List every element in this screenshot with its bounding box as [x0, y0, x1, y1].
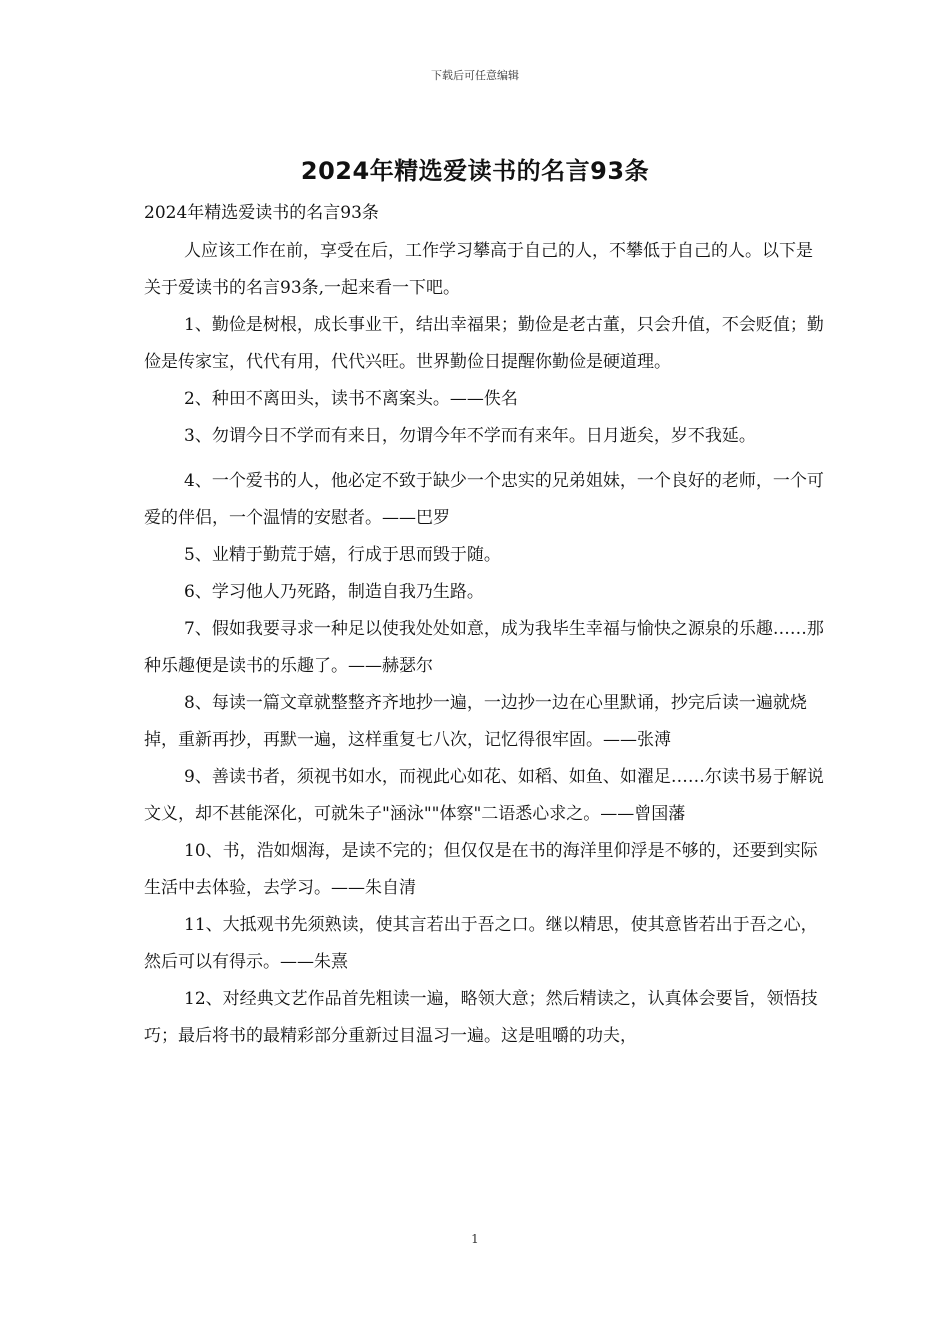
intro-paragraph: 人应该工作在前，享受在后，工作学习攀高于自己的人，不攀低于自己的人。以下是关于爱读书的名言93条,一起来看一下吧。: [144, 241, 813, 298]
page-header: 下载后可任意编辑: [431, 69, 519, 82]
quote-1: 1、勤俭是树根，成长事业干，结出幸福果；勤俭是老古董，只会升值，不会贬值；勤俭是传家宝，代代有用，代代兴旺。世界勤俭日提醒你勤俭是硬道理。: [144, 315, 824, 372]
paragraph-gap: [144, 455, 824, 463]
quote-10: 10、书，浩如烟海，是读不完的；但仅仅是在书的海洋里仰浮是不够的，还要到实际生活中去体验，去学习。——朱自清: [144, 841, 818, 898]
quote-3: 3、勿谓今日不学而有来日，勿谓今年不学而有来年。日月逝矣，岁不我延。: [184, 426, 756, 446]
quote-11: 11、大抵观书先须熟读，使其言若出于吾之口。继以精思，使其意皆若出于吾之心，然后可以有得示。——朱熹: [144, 915, 818, 972]
quote-4: 4、一个爱书的人，他必定不致于缺少一个忠实的兄弟姐妹，一个良好的老师，一个可爱的伴侣，一个温情的安慰者。——巴罗: [144, 471, 824, 528]
quote-6: 6、学习他人乃死路，制造自我乃生路。: [184, 582, 484, 602]
document-subtitle: 2024年精选爱读书的名言93条: [144, 203, 379, 223]
quote-9: 9、善读书者，须视书如水，而视此心如花、如稻、如鱼、如濯足……尔读书易于解说文义，却不甚能深化，可就朱子"涵泳""体察"二语悉心求之。——曾国藩: [144, 767, 824, 824]
document-title: 2024年精选爱读书的名言93条: [300, 157, 650, 185]
quote-12: 12、对经典文艺作品首先粗读一遍，略领大意；然后精读之，认真体会要旨，领悟技巧；最后将书的最精彩部分重新过目温习一遍。这是咀嚼的功夫，: [144, 989, 818, 1046]
page-number: 1: [471, 1232, 479, 1246]
quote-2: 2、种田不离田头，读书不离案头。——佚名: [184, 389, 518, 409]
quote-5: 5、业精于勤荒于嬉，行成于思而毁于随。: [184, 545, 501, 565]
quote-8: 8、每读一篇文章就整整齐齐地抄一遍，一边抄一边在心里默诵，抄完后读一遍就烧掉，重新再抄，再默一遍，这样重复七八次，记忆得很牢固。——张溥: [144, 693, 807, 750]
document-body: [144, 198, 824, 1055]
quote-7: 7、假如我要寻求一种足以使我处处如意，成为我毕生幸福与愉快之源泉的乐趣……那种乐趣便是读书的乐趣了。——赫瑟尔: [144, 619, 824, 676]
